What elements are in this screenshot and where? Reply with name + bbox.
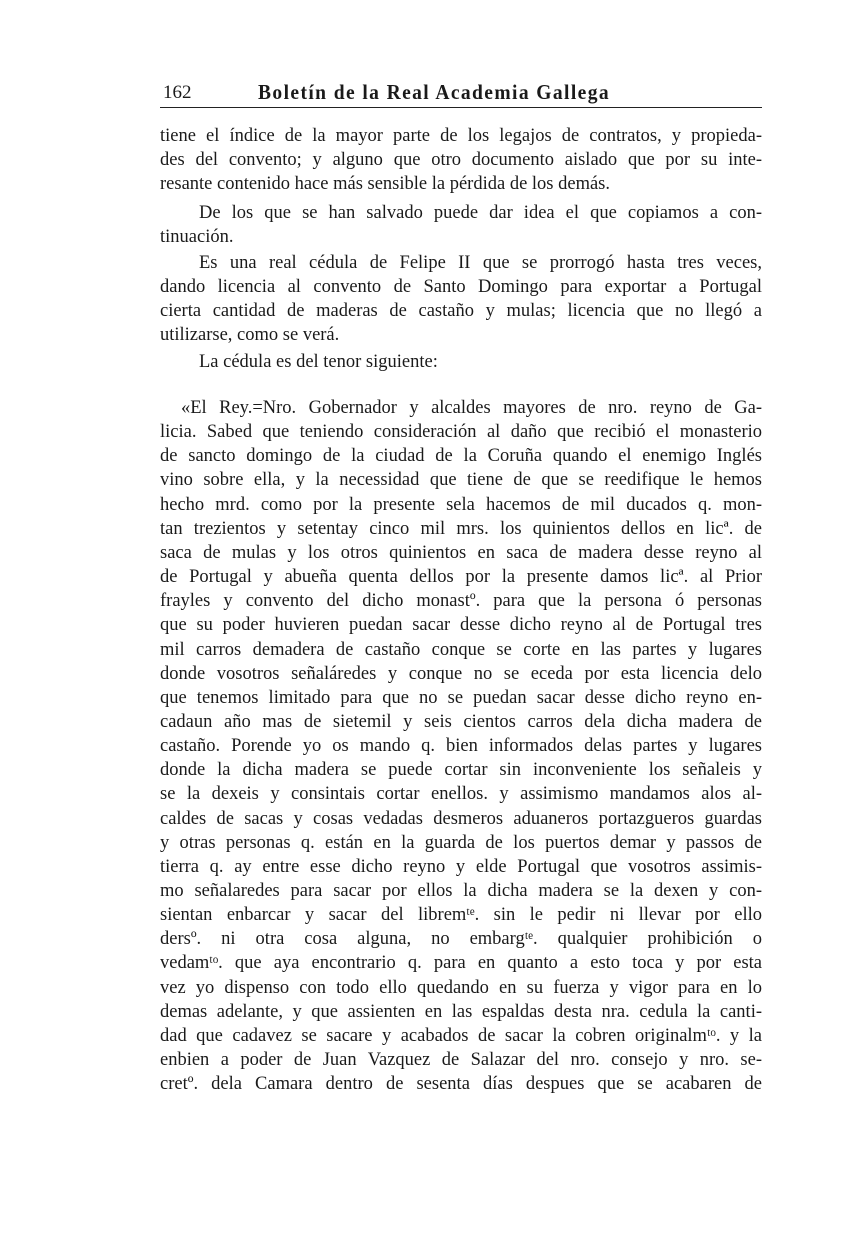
header-rule xyxy=(160,107,762,108)
quoted-text-line: dersº. ni otra cosa alguna, no embargᵗᵉ. qualquier prohibición o xyxy=(160,929,762,950)
quoted-text-line: hecho mrd. como por la presente sela hacemos de mil ducados q. mon- xyxy=(160,494,762,515)
quoted-text-line: demas adelante, y que assienten en las espaldas desta nra. cedula la canti- xyxy=(160,1001,762,1022)
quoted-text-line: vino sobre ella, y la necessidad que tiene de que se reedifique le hemos xyxy=(160,470,762,491)
text-line: des del convento; y alguno que otro documento aislado que por su inte- xyxy=(160,150,762,170)
quoted-text-line: se la dexeis y consintais cortar enellos. y assimismo mandamos alos al- xyxy=(160,784,762,805)
running-title: Boletín de la Real Academia Gallega xyxy=(258,80,611,104)
text-line: cierta cantidad de maderas de castaño y mulas; licencia que no llegó a xyxy=(160,301,762,321)
text-line: tiene el índice de la mayor parte de los legajos de contratos, y propieda- xyxy=(160,126,762,146)
quoted-text-line: donde la dicha madera se puede cortar sin inconveniente los señaleis y xyxy=(160,760,762,781)
quoted-text-line: vez yo dispenso con todo ello quedando en su fuerza y vigor para en lo xyxy=(160,977,762,998)
text-line: De los que se han salvado puede dar idea el que copiamos a con- xyxy=(199,203,762,223)
page-number: 162 xyxy=(163,82,192,103)
quoted-text-line: tan trezientos y setentay cinco mil mrs. los quinientos dellos en licª. de xyxy=(160,518,762,539)
text-line: Es una real cédula de Felipe II que se prorrogó hasta tres veces, xyxy=(199,253,762,273)
quoted-text-line: y otras personas q. están en la guarda de los puertos demar y passos de xyxy=(160,832,762,853)
quoted-text-line: de Portugal y abueña quenta dellos por la presente damos licª. al Prior xyxy=(160,567,762,588)
quoted-text-line: «El Rey.=Nro. Gobernador y alcaldes mayores de nro. reyno de Ga- xyxy=(181,398,762,418)
quoted-text-line: vedamᵗᵒ. que aya encontrario q. para en quanto a esto toca y por esta xyxy=(160,953,762,974)
text-line: resante contenido hace más sensible la pérdida de los demás. xyxy=(160,174,611,194)
quoted-text-line: donde vosotros señaláredes y conque no se eceda por esta licencia delo xyxy=(160,663,762,684)
text-line: La cédula es del tenor siguiente: xyxy=(199,352,438,372)
text-line: utilizarse, como se verá. xyxy=(160,325,340,345)
quoted-text-line: mil carros demadera de castaño conque se corte en las partes y lugares xyxy=(160,639,762,660)
quoted-text-line: mo señalaredes para sacar por ellos la dicha madera se la dexen y con- xyxy=(160,881,762,901)
quoted-text-line: sientan enbarcar y sacar del libremᵗᵉ. sin le pedir ni llevar por ello xyxy=(160,905,762,926)
quoted-text-line: dad que cadavez se sacare y acabados de sacar la cobren originalmᵗᵒ. y la xyxy=(160,1025,762,1046)
quoted-text-line: frayles y convento del dicho monastº. para que la persona ó personas xyxy=(160,591,762,612)
quoted-text-line: cretº. dela Camara dentro de sesenta días despues que se acabaren de xyxy=(160,1074,762,1095)
quoted-text-line: saca de mulas y los otros quinientos en saca de madera desse reyno al xyxy=(160,542,762,563)
quoted-text-line: de sancto domingo de la ciudad de la Coruña quando el enemigo Inglés xyxy=(160,446,762,467)
quoted-text-line: caldes de sacas y cosas vedadas desmeros aduaneros portazgueros guardas xyxy=(160,808,762,829)
text-line: dando licencia al convento de Santo Domingo para exportar a Portugal xyxy=(160,277,762,297)
quoted-text-line: enbien a poder de Juan Vazquez de Salazar del nro. consejo y nro. se- xyxy=(160,1050,762,1071)
quoted-text-line: licia. Sabed que teniendo consideración al daño que recibió el monasterio xyxy=(160,422,762,443)
quoted-text-line: que tenemos limitado para que no se puedan sacar desse dicho reyno en- xyxy=(160,687,762,708)
quoted-text-line: cadaun año mas de sietemil y seis cientos carros dela dicha madera de xyxy=(160,711,762,732)
quoted-text-line: tierra q. ay entre esse dicho reyno y elde Portugal que vosotros assimis- xyxy=(160,856,762,877)
text-line: tinuación. xyxy=(160,227,234,247)
quoted-text-line: que su poder huvieren puedan sacar desse dicho reyno al de Portugal tres xyxy=(160,615,762,636)
quoted-text-line: castaño. Porende yo os mando q. bien informados delas partes y lugares xyxy=(160,736,762,757)
